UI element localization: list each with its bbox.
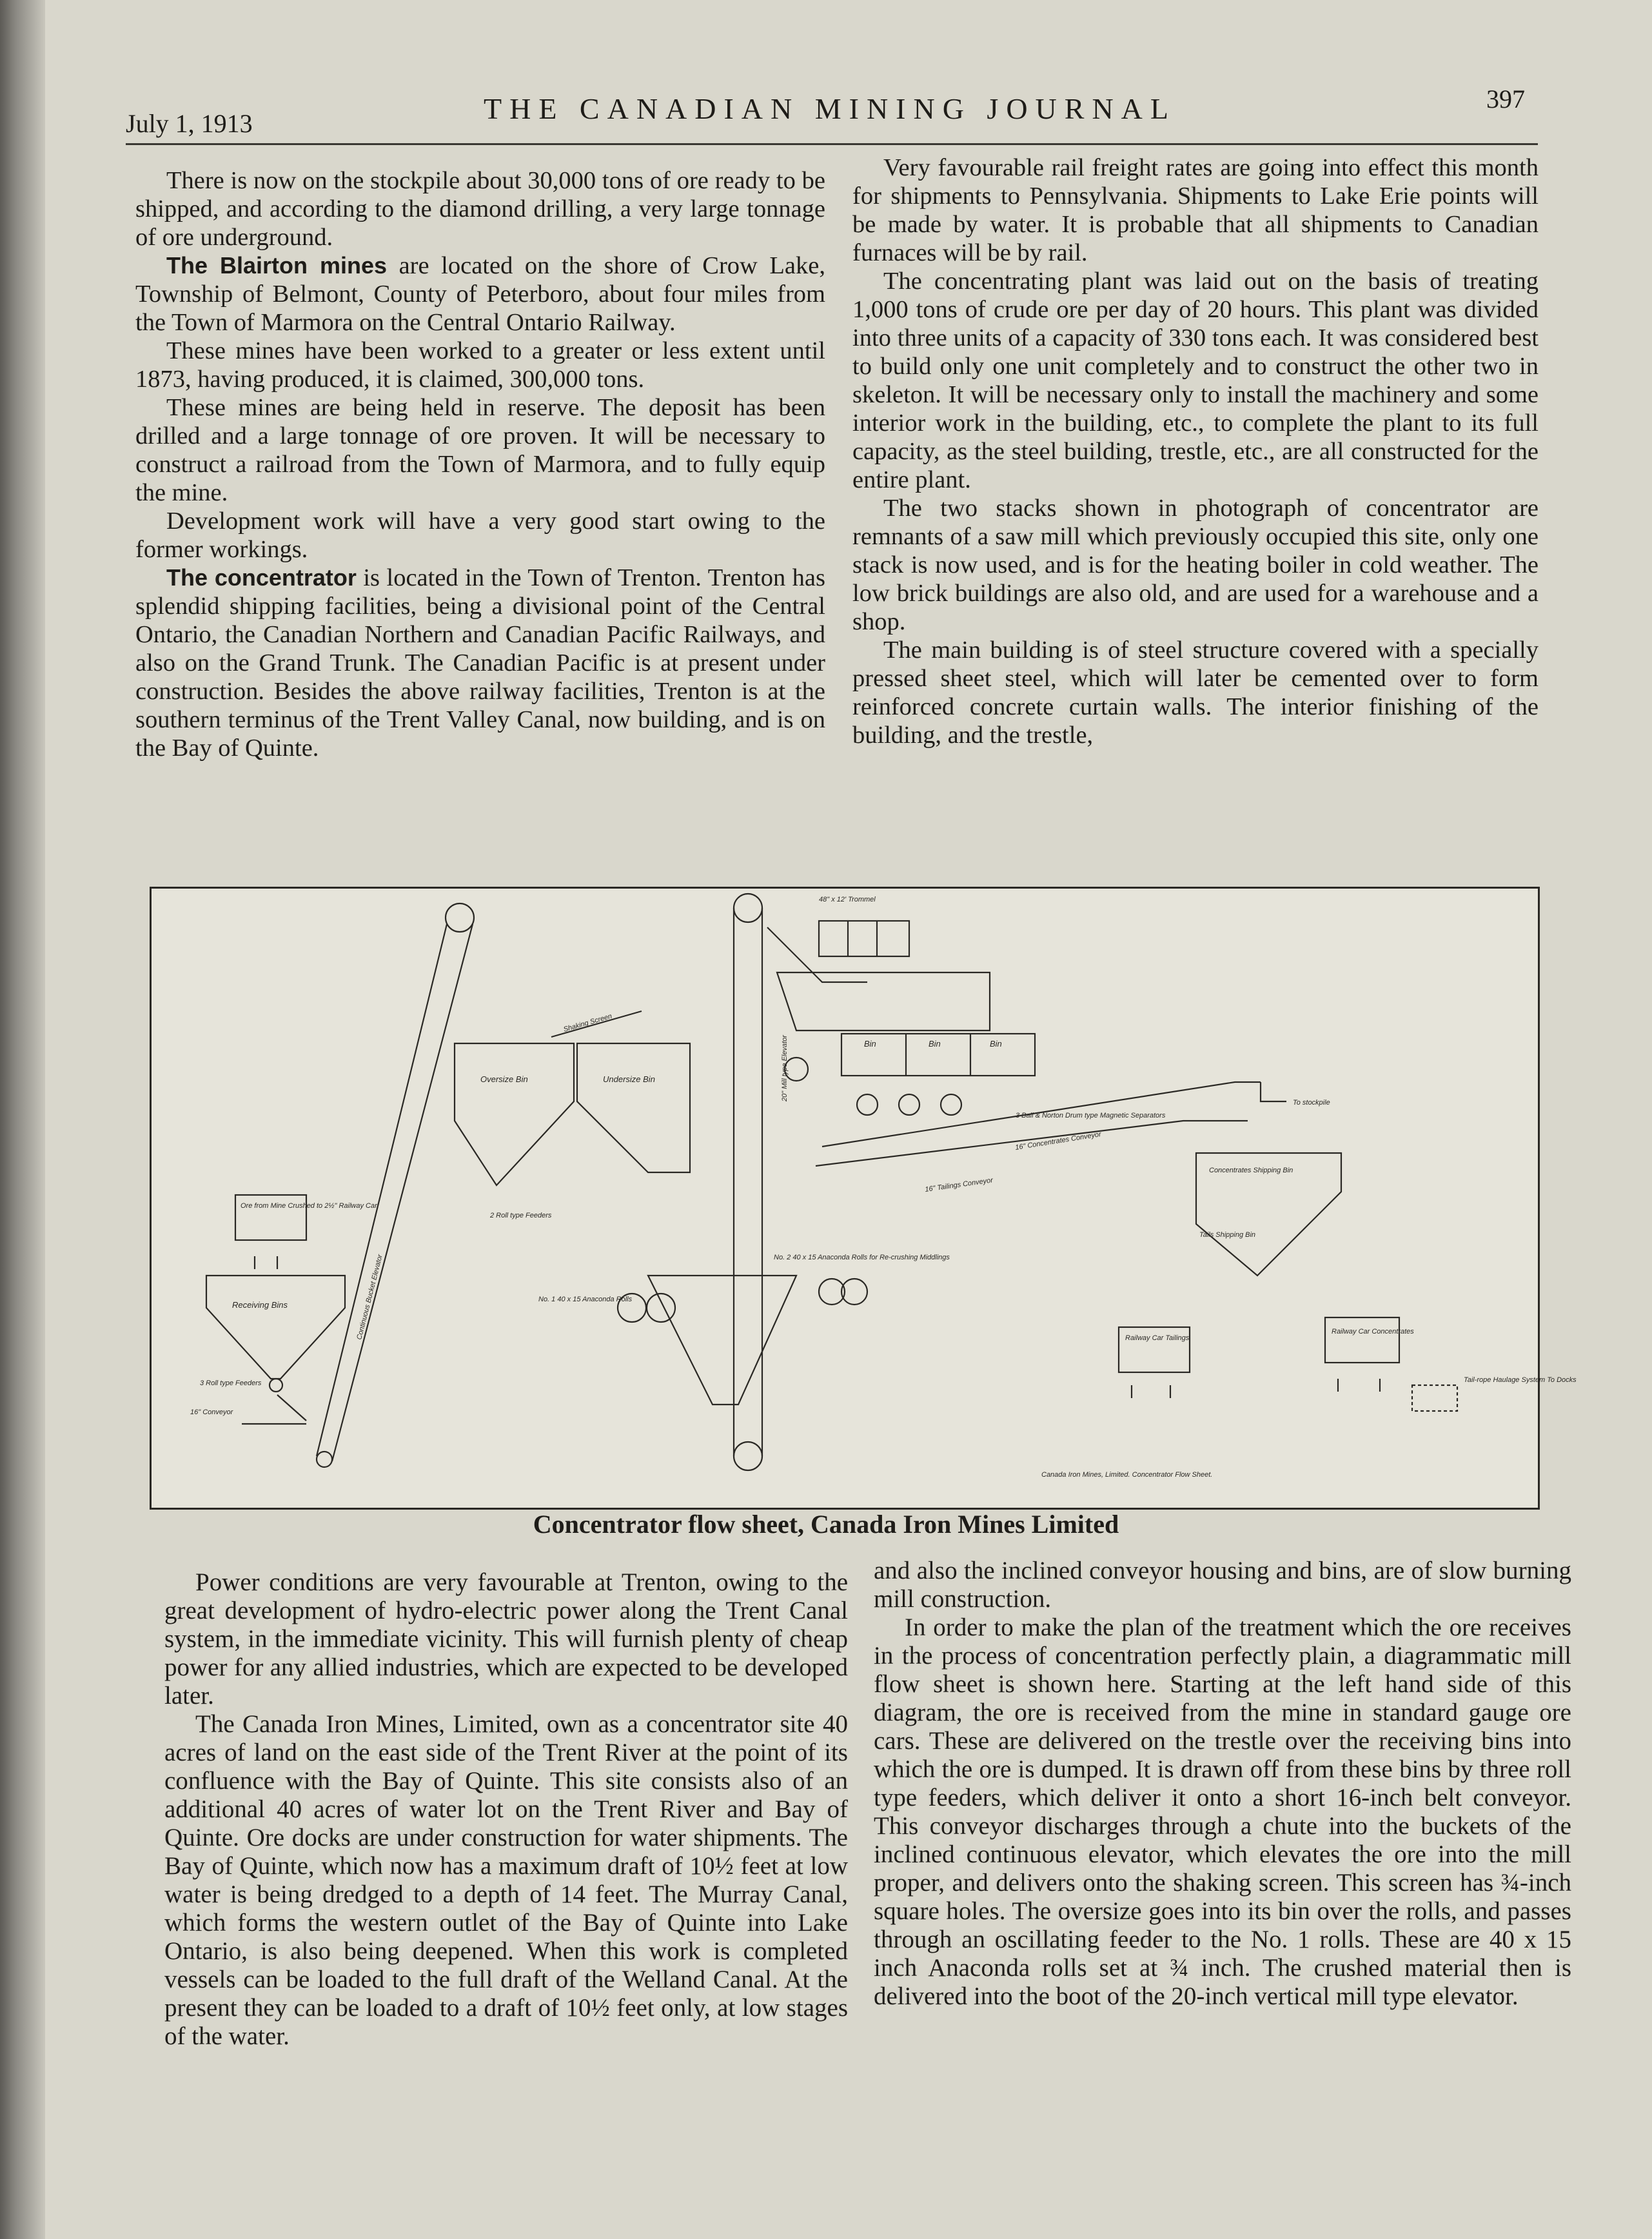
svg-text:Tail-rope Haulage System To Do: Tail-rope Haulage System To Docks: [1464, 1376, 1577, 1384]
oversize-bin: [455, 1043, 574, 1185]
binding-shadow: [0, 0, 45, 2239]
paragraph: and also the inclined conveyor housing and bins, are of slow burning mill construction.: [874, 1557, 1571, 1613]
paragraph: Development work will have a very good start owing to the former workings.: [135, 508, 825, 563]
svg-text:16" Conveyor: 16" Conveyor: [190, 1408, 233, 1416]
column-bottom-right: [874, 1557, 1571, 2011]
svg-text:No. 1 40 x 15 Anaconda Rolls: No. 1 40 x 15 Anaconda Rolls: [538, 1296, 633, 1303]
receiving-bins-label: Receiving Bins: [232, 1300, 288, 1310]
receiving-bins: [206, 1276, 345, 1379]
svg-text:Concentrates Shipping Bin: Concentrates Shipping Bin: [1209, 1167, 1293, 1174]
flow-sheet-figure: [150, 887, 1577, 1510]
svg-text:Bin: Bin: [864, 1039, 876, 1049]
paragraph: The main building is of steel structure covered with a specially pressed sheet steel, which will later be cemented over to form reinforced concrete curtain walls. The interior finishing of the building, and the trestle,: [852, 636, 1539, 749]
svg-text:Bin: Bin: [990, 1039, 1002, 1049]
journal-title: THE CANADIAN MINING JOURNAL: [484, 92, 1176, 125]
paragraph: There is now on the stockpile about 30,000 tons of ore ready to be shipped, and according to the diamond drilling, a very large tonnage of ore underground.: [135, 167, 825, 251]
issue-date: July 1, 1913: [126, 109, 253, 138]
svg-text:No. 2 40 x 15 Anaconda Rolls f: No. 2 40 x 15 Anaconda Rolls for Re-crushing Middlings: [774, 1254, 950, 1261]
svg-text:3 Ball & Norton Drum type Magn: 3 Ball & Norton Drum type Magnetic Separators: [1016, 1112, 1166, 1120]
paragraph: Very favourable rail freight rates are going into effect this month for shipments to Pennsylvania. Shipments to Lake Erie points will be made by water. It is probable that all shipments to Canadian furnaces will be by rail.: [852, 154, 1539, 266]
paragraph: These mines are being held in reserve. The deposit has been drilled and a large tonnage of ore proven. It will be necessary to construct a railroad from the Town of Marmora, and to fully equip the mine.: [135, 394, 825, 506]
paragraph: The two stacks shown in photograph of concentrator are remnants of a saw mill which previously occupied this site, only one stack is now used, and is for the heating boiler in cold weather. The low brick buildings are also old, and are used for a warehouse and a shop.: [852, 495, 1539, 635]
paragraph: In order to make the plan of the treatment which the ore receives in the process of concentration perfectly plain, a diagrammatic mill flow sheet is shown here. Starting at the left hand side of this diagram, the ore is received from the mine in standard gauge ore cars. These are delivered on the trestle over the receiving bins into which the ore is dumped. It is drawn off from these bins by three roll type feeders, which deliver it onto a short 16-inch belt conveyor. This conveyor discharges through a chute into the buckets of the inclined continuous elevator, which elevates the ore into the mill proper, and delivers onto the shaking screen. This screen has ¾-inch square holes. The oversize goes into its bin over the rolls, and passes through an oscillating feeder to the No. 1 rolls. These are 40 x 15 inch Anaconda rolls set at ¾ inch. The crushed material then is delivered into the boot of the 20-inch vertical mill type elevator.: [874, 1613, 1571, 2010]
svg-text:Tails Shipping Bin: Tails Shipping Bin: [1199, 1231, 1256, 1239]
paragraph: The concentrating plant was laid out on the basis of treating 1,000 tons of crude ore per day of 20 hours. This plant was divided into three units of a capacity of 330 tons each. It was considered best to build only one unit completely and to construct the other two in skeleton. It will be necessary only to install the machinery and some interior work in the building, etc., to complete the plant to its full capacity, as the steel building, trestle, etc., are all constructed for the entire plant.: [852, 268, 1539, 493]
svg-text:16" Concentrates Conveyor: 16" Concentrates Conveyor: [1014, 1130, 1102, 1152]
elevator-label: Continuous Bucket Elevator: [355, 1254, 384, 1341]
column-bottom-left: [164, 1568, 848, 2051]
run-in-heading: The concentrator: [166, 564, 357, 591]
svg-text:To stockpile: To stockpile: [1293, 1099, 1330, 1107]
svg-text:Undersize Bin: Undersize Bin: [603, 1074, 655, 1084]
figure-footer-label: Canada Iron Mines, Limited. Concentrator Flow Sheet.: [1041, 1471, 1213, 1479]
run-in-heading: The Blairton mines: [166, 252, 387, 279]
header-rule: [126, 143, 1538, 145]
svg-text:Shaking Screen: Shaking Screen: [562, 1012, 613, 1034]
svg-text:48" x 12' Trommel: 48" x 12' Trommel: [819, 896, 876, 903]
svg-text:20" Mill type Elevator: 20" Mill type Elevator: [781, 1035, 789, 1101]
svg-text:2 Roll type Feeders: 2 Roll type Feeders: [490, 1212, 552, 1219]
paragraph: The concentrator is located in the Town of Trenton. Trenton has splendid shipping facilities, being a divisional point of the Central Ontario, the Canadian Northern and Canadian Pacific Railways, and also on the Grand Trunk. The Canadian Pacific is at present under construction. Besides the above railway facilities, Trenton is at the southern terminus of the Trent Valley Canal, now building, and is on the Bay of Quinte.: [135, 564, 826, 762]
page-number: 397: [1486, 84, 1525, 113]
paragraph: These mines have been worked to a greater or less extent until 1873, having produced, it is claimed, 300,000 tons.: [135, 337, 825, 393]
flow-sheet-diagram: [152, 889, 1577, 1508]
column-top-right: [852, 153, 1539, 749]
running-header: [126, 84, 1544, 148]
column-top-left: [135, 166, 825, 762]
undersize-bin: [577, 1043, 690, 1172]
svg-text:Bin: Bin: [929, 1039, 941, 1049]
svg-text:3 Roll type Feeders: 3 Roll type Feeders: [200, 1379, 262, 1387]
ore-car-label: Ore from Mine Crushed to 2½" Railway Car: [241, 1202, 377, 1210]
figure-caption: Concentrator flow sheet, Canada Iron Mines Limited: [533, 1510, 1119, 1539]
paragraph: Power conditions are very favourable at Trenton, owing to the great development of hydro-electric power along the Trent Canal system, in the immediate vicinity. This will furnish plenty of cheap power for any allied industries, which are expected to be developed later.: [164, 1568, 848, 1710]
svg-text:Railway Car Concentrates: Railway Car Concentrates: [1332, 1328, 1414, 1336]
svg-text:Railway Car Tailings: Railway Car Tailings: [1125, 1334, 1190, 1342]
svg-text:Oversize Bin: Oversize Bin: [480, 1074, 528, 1084]
paragraph: The Canada Iron Mines, Limited, own as a concentrator site 40 acres of land on the east side of the Trent River at the point of its confluence with the Bay of Quinte. This site consists also of an additional 40 acres of water lot on the Trent River and Bay of Quinte. Ore docks are under construction for water shipments. The Bay of Quinte, which now has a maximum draft of 10½ feet at low water is being dredged to a depth of 14 feet. The Murray Canal, which forms the western outlet of the Bay of Quinte into Lake Ontario, is also being deepened. When this work is completed vessels can be loaded to the full draft of the Welland Canal. At the present they can be loaded to a draft of 10½ feet only, at low stages of the water.: [164, 1710, 848, 2050]
svg-text:16" Tailings Conveyor: 16" Tailings Conveyor: [924, 1176, 994, 1194]
paragraph: The Blairton mines are located on the shore of Crow Lake, Township of Belmont, County of Peterboro, about four miles from the Town of Marmora on the Central Ontario Railway.: [135, 252, 825, 336]
